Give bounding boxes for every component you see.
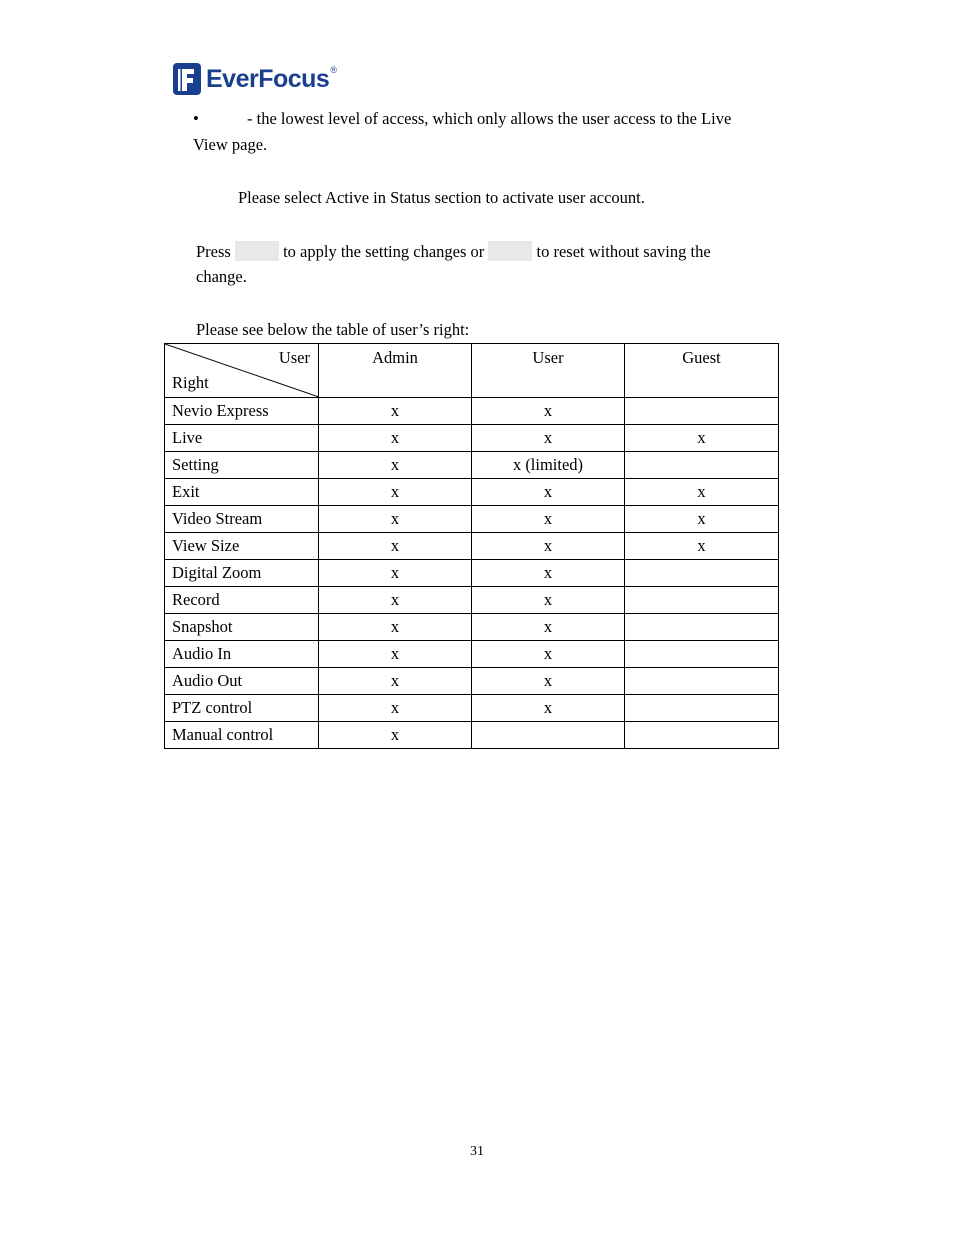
table-row [165, 398, 779, 425]
permission-cell: x [472, 506, 625, 533]
permission-cell: x [319, 614, 472, 641]
right-name-cell: PTZ control [165, 695, 319, 722]
press-middle-text: to apply the setting changes or [283, 242, 485, 261]
bullet-symbol: • [193, 109, 199, 128]
table-row [165, 533, 779, 560]
table-row [165, 452, 779, 479]
table-intro: Please see below the table of user’s right: [196, 320, 470, 339]
right-name-cell: Snapshot [165, 614, 319, 641]
permission-cell [625, 560, 779, 587]
permission-cell: x [625, 506, 779, 533]
permission-cell: x [319, 668, 472, 695]
permission-cell [625, 587, 779, 614]
permission-cell: x [319, 398, 472, 425]
corner-cell [165, 344, 319, 398]
right-name-cell: View Size [165, 533, 319, 560]
permission-cell: x [319, 587, 472, 614]
table-row [165, 722, 779, 749]
table-row [165, 614, 779, 641]
corner-user-label: User [278, 348, 310, 367]
permission-cell [625, 641, 779, 668]
right-name-cell: Nevio Express [165, 398, 319, 425]
permission-cell: x [472, 398, 625, 425]
bullet-text-line2: View page. [193, 135, 268, 154]
bullet-text-line1: - the lowest level of access, which only allows the user access to the Live [247, 109, 732, 128]
table-header-row [165, 344, 779, 398]
table-row [165, 506, 779, 533]
permission-cell [625, 722, 779, 749]
permission-cell: x [625, 479, 779, 506]
press-word: Press [196, 242, 231, 261]
permission-cell: x (limited) [472, 452, 625, 479]
permission-cell [625, 668, 779, 695]
permission-cell [625, 695, 779, 722]
right-name-cell: Digital Zoom [165, 560, 319, 587]
right-name-cell: Setting [165, 452, 319, 479]
note-text: Please select Active in Status section to activate user account. [238, 188, 645, 207]
table-row [165, 425, 779, 452]
column-header-guest: Guest [625, 344, 779, 398]
table-row [165, 695, 779, 722]
permission-cell: x [472, 560, 625, 587]
press-line2: change. [196, 267, 247, 286]
everfocus-logo-icon [171, 61, 203, 97]
user-rights-table [164, 343, 779, 749]
permission-cell: x [625, 533, 779, 560]
permission-cell: x [319, 452, 472, 479]
column-header-user: User [472, 344, 625, 398]
permission-cell: x [472, 587, 625, 614]
logo-text: EverFocus [206, 64, 330, 93]
registered-mark: ® [330, 65, 337, 75]
right-name-cell: Manual control [165, 722, 319, 749]
table-row [165, 641, 779, 668]
permission-cell: x [319, 695, 472, 722]
right-name-cell: Audio In [165, 641, 319, 668]
right-name-cell: Audio Out [165, 668, 319, 695]
right-name-cell: Live [165, 425, 319, 452]
permission-cell: x [319, 425, 472, 452]
press-end-text: to reset without saving the [536, 242, 711, 261]
permission-cell [472, 722, 625, 749]
permission-cell [625, 452, 779, 479]
permission-cell: x [319, 506, 472, 533]
permission-cell: x [472, 695, 625, 722]
permission-cell: x [319, 533, 472, 560]
permission-cell: x [472, 533, 625, 560]
column-header-admin: Admin [319, 344, 472, 398]
table-row [165, 479, 779, 506]
right-name-cell: Record [165, 587, 319, 614]
permission-cell [625, 614, 779, 641]
apply-button-placeholder [235, 241, 279, 261]
press-line [196, 241, 711, 262]
reset-button-placeholder [488, 241, 532, 261]
permission-cell: x [625, 425, 779, 452]
everfocus-logo [171, 60, 337, 98]
permission-cell: x [472, 668, 625, 695]
permission-cell: x [319, 641, 472, 668]
table-row [165, 668, 779, 695]
permission-cell: x [319, 722, 472, 749]
table-row [165, 560, 779, 587]
permission-cell: x [319, 479, 472, 506]
right-name-cell: Video Stream [165, 506, 319, 533]
permission-cell: x [472, 479, 625, 506]
corner-right-label: Right [172, 373, 209, 392]
permission-cell: x [472, 641, 625, 668]
table-row [165, 587, 779, 614]
right-name-cell: Exit [165, 479, 319, 506]
permission-cell: x [319, 560, 472, 587]
page-number: 31 [470, 1144, 484, 1159]
permission-cell: x [472, 614, 625, 641]
permission-cell: x [472, 425, 625, 452]
permission-cell [625, 398, 779, 425]
